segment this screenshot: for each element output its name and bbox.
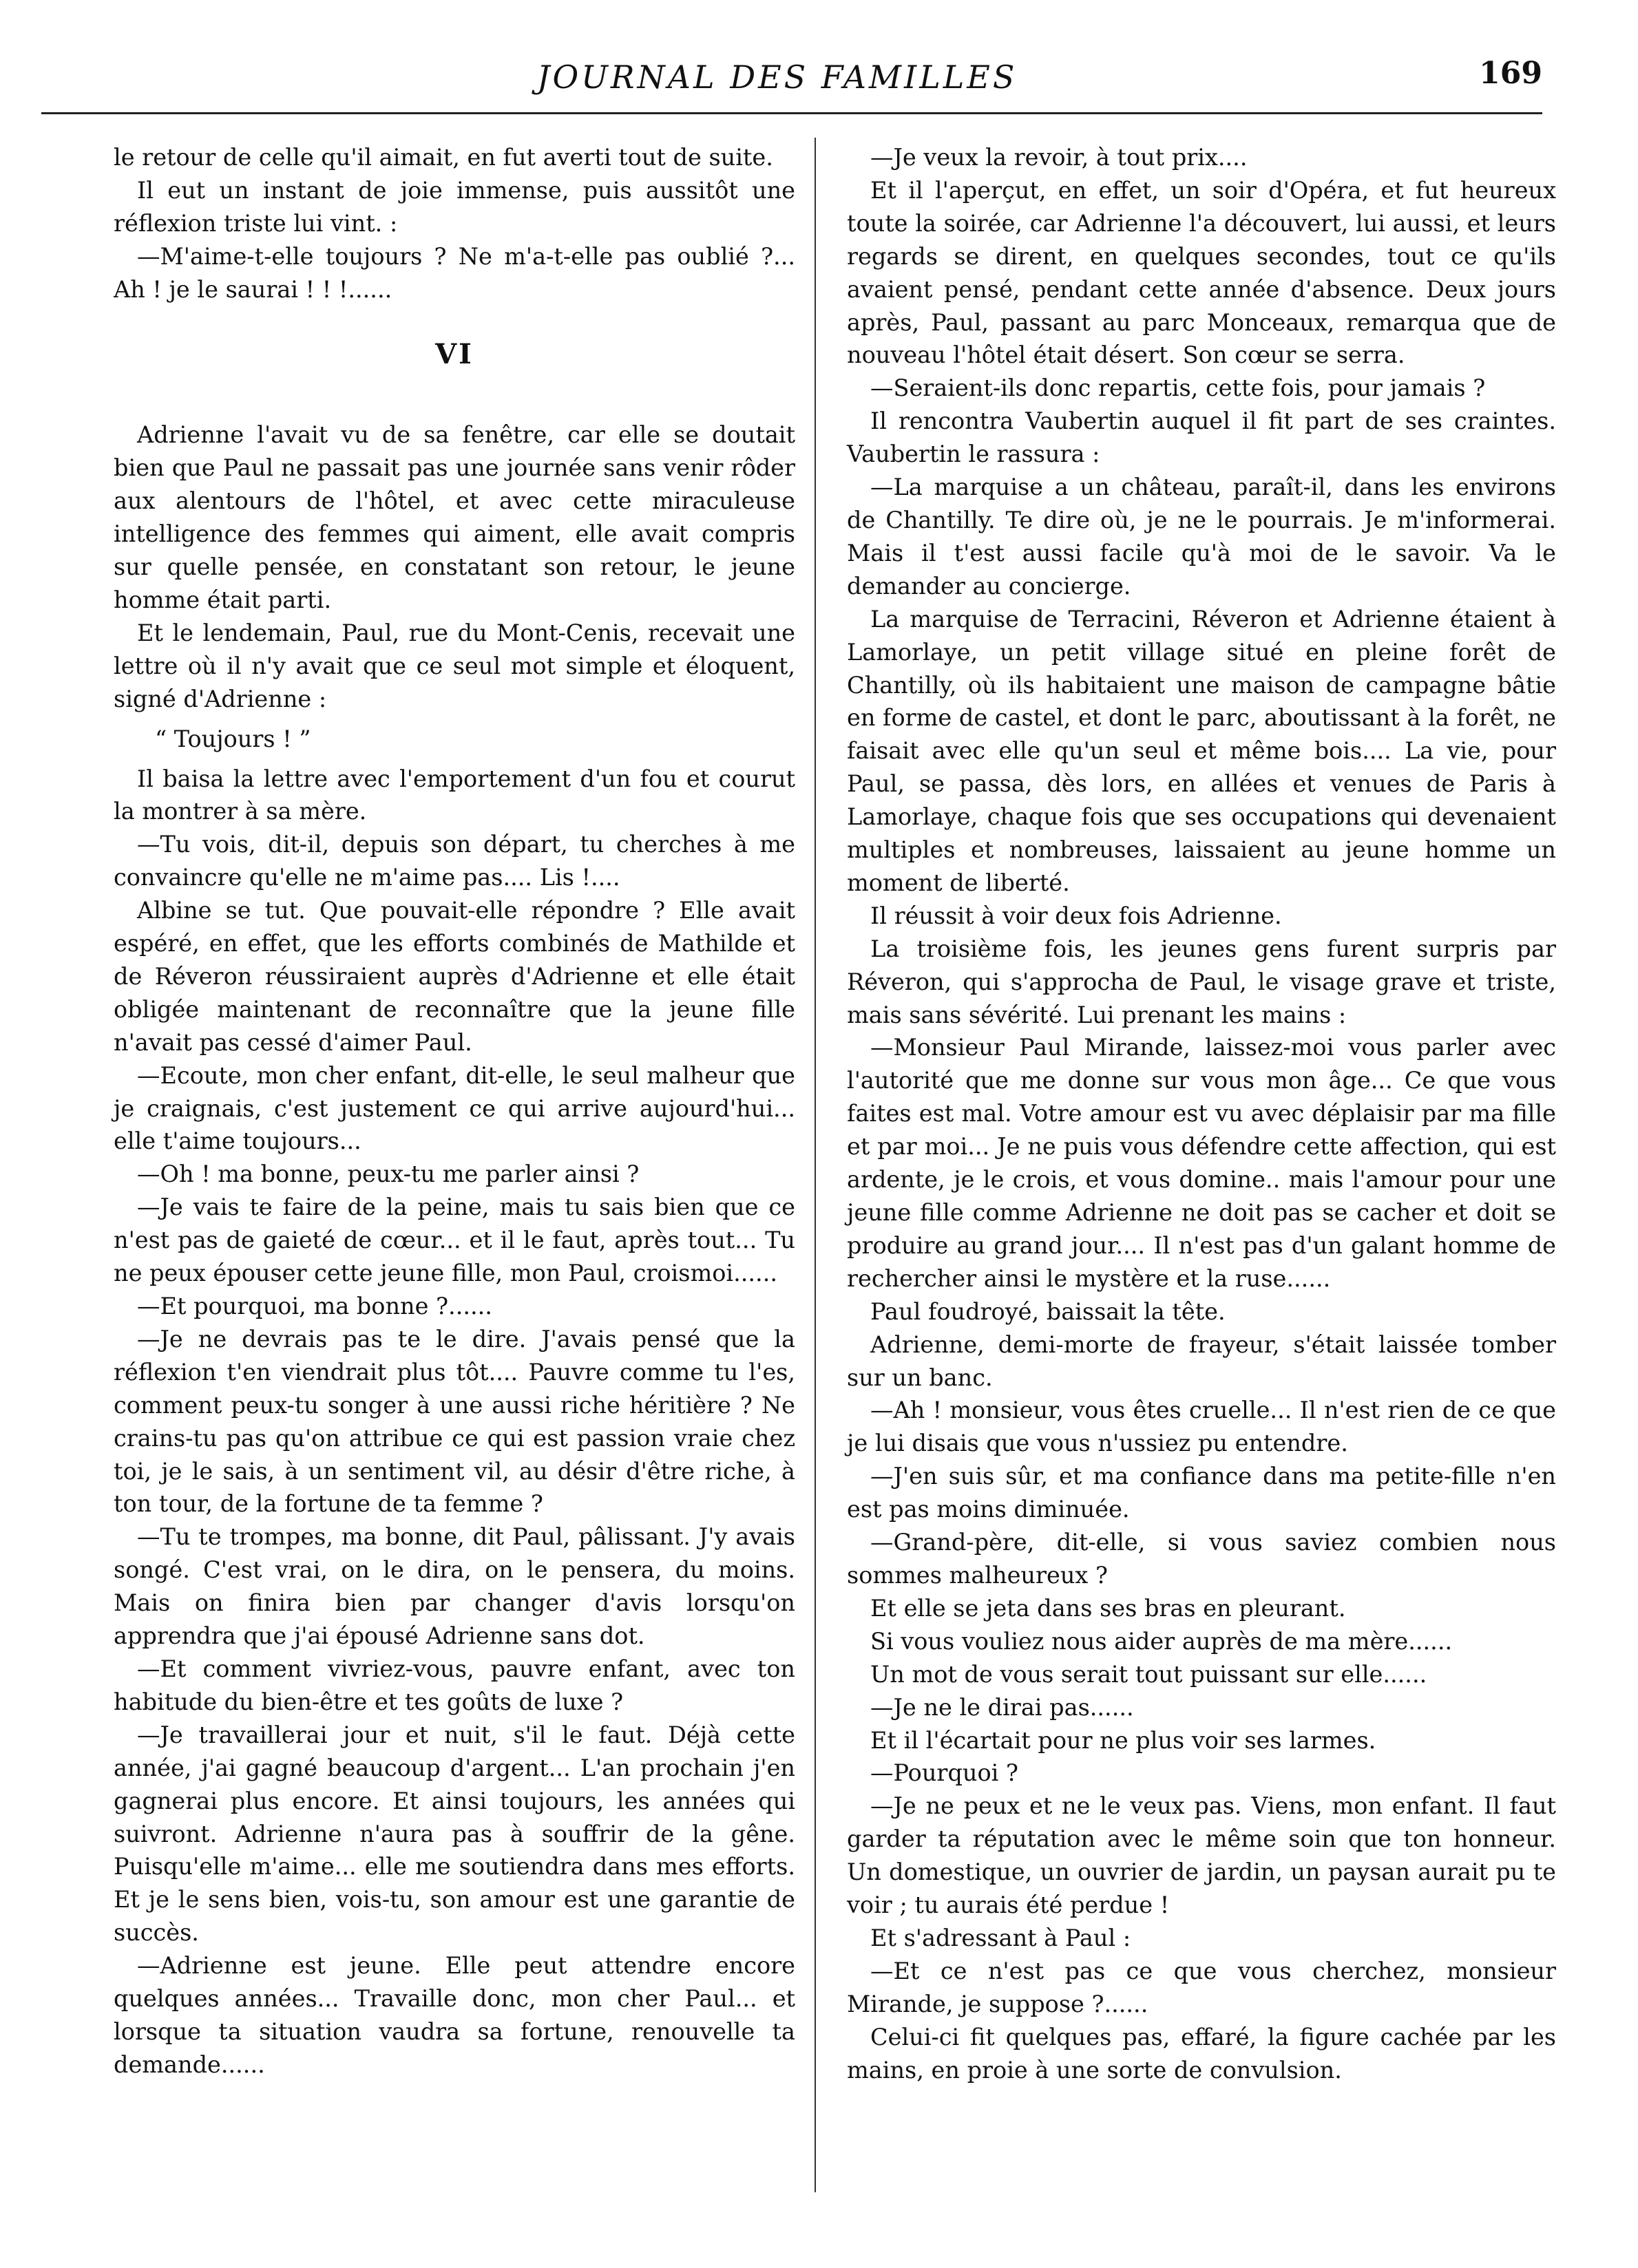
paragraph: —La marquise a un château, paraît-il, dans les environs de Chantilly. Te dire où, je ne le pourrais. Je m'informerai. Mais il t'est aussi facile qu'à moi de le savoir. Va le demander au concierge. bbox=[847, 474, 1556, 600]
paragraph: La marquise de Terracini, Réveron et Adrienne étaient à Lamorlaye, un petit village situé en pleine forêt de Chantilly, où ils habitaient une maison de campagne bâtie en forme de castel, et dont le parc, aboutissant à la forêt, ne faisait avec elle qu'un seul et même bois.... La vie, pour Paul, se passa, dès lors, en allées et venues de Paris à Lamorlaye, chaque fois que ses occupations qui devenaient multiples et nombreuses, laissaient au jeune homme un moment de liberté. bbox=[847, 605, 1556, 896]
paragraph: Un mot de vous serait tout puissant sur elle...... bbox=[870, 1660, 1427, 1688]
paragraph: Adrienne l'avait vu de sa fenêtre, car elle se doutait bien que Paul ne passait pas une journée sans venir rôder aux alentours de l'hôtel, et avec cette miraculeuse intelligence des femmes qui aiment, elle avait compris sur quelle pensée, en constatant son retour, le jeune homme était parti. bbox=[114, 421, 795, 613]
paragraph: —Je ne devrais pas te le dire. J'avais pensé que la réflexion t'en viendrait plus tôt.... Pauvre comme tu l'es, comment peux-tu songer à une aussi riche héritière ? Ne crains-tu pas qu'on attribue ce qui est passion vraie chez toi, je le sais, à un sentiment vil, au désir d'être riche, à ton tour, de la fortune de ta femme ? bbox=[114, 1325, 795, 1518]
paragraph: —Adrienne est jeune. Elle peut attendre encore quelques années... Travaille donc, mon cher Paul... et lorsque ta situation vaudra sa fortune, renouvelle ta demande...... bbox=[114, 1952, 795, 2078]
paragraph: “ Toujours ! ” bbox=[155, 725, 311, 752]
paragraph: Il rencontra Vaubertin auquel il fit part de ses craintes. Vaubertin le rassura : bbox=[847, 407, 1556, 468]
paragraph: —Tu vois, dit-il, depuis son départ, tu cherches à me convaincre qu'elle ne m'aime pas.... Lis !.... bbox=[114, 831, 795, 891]
paragraph: —Et comment vivriez-vous, pauvre enfant, avec ton habitude du bien-être et tes goûts de luxe ? bbox=[114, 1655, 795, 1715]
paragraph: Paul foudroyé, baissait la tête. bbox=[870, 1297, 1226, 1325]
paragraph: Celui-ci fit quelques pas, effaré, la figure cachée par les mains, en proie à une sorte de convulsion. bbox=[847, 2023, 1556, 2084]
paragraph: —Je vais te faire de la peine, mais tu sais bien que ce n'est pas de gaieté de cœur... et il le faut, après tout... Tu ne peux épouser cette jeune fille, mon Paul, croismoi...... bbox=[114, 1194, 795, 1287]
paragraph: —Et pourquoi, ma bonne ?...... bbox=[137, 1293, 492, 1320]
paragraph: Et il l'écartait pour ne plus voir ses larmes. bbox=[870, 1726, 1376, 1754]
paragraph: —Pourquoi ? bbox=[870, 1759, 1018, 1787]
paragraph: —Ah ! monsieur, vous êtes cruelle... Il n'est rien de ce que je lui disais que vous n'ussiez pu entendre. bbox=[847, 1397, 1556, 1457]
paragraph: Albine se tut. Que pouvait-elle répondre ? Elle avait espéré, en effet, que les efforts combinés de Mathilde et de Réveron réussiraient auprès d'Adrienne et elle était obligée maintenant de reconnaître que la jeune fille n'avait pas cessé d'aimer Paul. bbox=[114, 897, 795, 1056]
paragraph: —Monsieur Paul Mirande, laissez-moi vous parler avec l'autorité que me donne sur vous mon âge... Ce que vous faites est mal. Votre amour est vu avec déplaisir par ma fille et par moi... Je ne puis vous défendre cette affection, qui est ardente, je le crois, et vous domine.. mais l'amour pour une jeune fille comme Adrienne ne doit pas se cacher et doit se produire au grand jour.... Il n'est pas d'un galant homme de rechercher ainsi le mystère et la ruse...... bbox=[847, 1034, 1556, 1292]
paragraph: —Je veux la revoir, à tout prix.... bbox=[870, 144, 1248, 171]
paragraph: —M'aime-t-elle toujours ? Ne m'a-t-elle pas oublié ?... Ah ! je le saurai ! ! !...... bbox=[114, 242, 795, 303]
paragraph: —Oh ! ma bonne, peux-tu me parler ainsi ? bbox=[137, 1161, 640, 1188]
paragraph: —Grand-père, dit-elle, si vous saviez combien nous sommes malheureux ? bbox=[847, 1529, 1556, 1589]
paragraph: —Je ne peux et ne le veux pas. Viens, mon enfant. Il faut garder ta réputation avec le même soin que ton honneur. Un domestique, un ouvrier de jardin, un paysan aurait pu te voir ; tu aurais été perdue ! bbox=[847, 1792, 1556, 1919]
paragraph: —Ecoute, mon cher enfant, dit-elle, le seul malheur que je craignais, c'est justement ce qui arrive aujourd'hui... elle t'aime toujours... bbox=[114, 1061, 795, 1155]
paragraph: —Tu te trompes, ma bonne, dit Paul, pâlissant. J'y avais songé. C'est vrai, on le dira, on le pensera, du moins. Mais on finira bien par changer d'avis lorsqu'on apprendra que j'ai épousé Adrienne sans dot. bbox=[114, 1523, 795, 1650]
right-column bbox=[847, 141, 1556, 2086]
paragraph: La troisième fois, les jeunes gens furent surpris par Réveron, qui s'approcha de Paul, le visage grave et triste, mais sans sévérité. Lui prenant les mains : bbox=[847, 935, 1556, 1028]
paragraph: —Seraient-ils donc repartis, cette fois, pour jamais ? bbox=[870, 374, 1486, 402]
paragraph: —Je travaillerai jour et nuit, s'il le faut. Déjà cette année, j'ai gagné beaucoup d'argent... L'an prochain j'en gagnerai plus encore. Et ainsi toujours, les années qui suivront. Adrienne n'aura pas à souffrir de la gêne. Puisqu'elle m'aime... elle me soutiendra dans mes efforts. Et je le sens bien, vois-tu, son amour est une garantie de succès. bbox=[114, 1721, 795, 1947]
journal-title: JOURNAL DES FAMILLES bbox=[537, 59, 1018, 96]
paragraph: le retour de celle qu'il aimait, en fut averti tout de suite. bbox=[114, 144, 773, 171]
section-heading: VI bbox=[435, 337, 474, 370]
paragraph: Si vous vouliez nous aider auprès de ma mère...... bbox=[870, 1627, 1453, 1655]
paragraph: Adrienne, demi-morte de frayeur, s'était laissée tomber sur un banc. bbox=[847, 1331, 1556, 1391]
paragraph: —J'en suis sûr, et ma confiance dans ma petite-fille n'en est pas moins diminuée. bbox=[847, 1463, 1556, 1523]
column-divider bbox=[815, 138, 816, 2192]
page-number: 169 bbox=[1479, 56, 1542, 91]
page-header bbox=[41, 38, 1542, 120]
paragraph: —Et ce n'est pas ce que vous cherchez, monsieur Mirande, je suppose ?...... bbox=[847, 1957, 1556, 2017]
paragraph: Il baisa la lettre avec l'emportement d'un fou et courut la montrer à sa mère. bbox=[114, 765, 795, 825]
paragraph: Il réussit à voir deux fois Adrienne. bbox=[870, 902, 1282, 929]
paragraph: —Je ne le dirai pas...... bbox=[870, 1693, 1134, 1721]
paragraph: Il eut un instant de joie immense, puis aussitôt une réflexion triste lui vint. : bbox=[114, 176, 795, 237]
paragraph: Et il l'aperçut, en effet, un soir d'Opéra, et fut heureux toute la soirée, car Adrienne l'a découvert, lui aussi, et leurs regards se dirent, en quelques secondes, tout ce qu'ils avaient pensé, pendant cette année d'absence. Deux jours après, Paul, passant au parc Monceaux, remarqua que de nouveau l'hôtel était désert. Son cœur se serra. bbox=[847, 176, 1556, 369]
left-column bbox=[114, 141, 795, 2081]
paragraph: Et elle se jeta dans ses bras en pleurant. bbox=[870, 1594, 1346, 1622]
paragraph: Et le lendemain, Paul, rue du Mont-Cenis, recevait une lettre où il n'y avait que ce seul mot simple et éloquent, signé d'Adrienne : bbox=[114, 619, 795, 712]
header-rule bbox=[41, 112, 1542, 114]
paragraph: Et s'adressant à Paul : bbox=[870, 1924, 1131, 1951]
